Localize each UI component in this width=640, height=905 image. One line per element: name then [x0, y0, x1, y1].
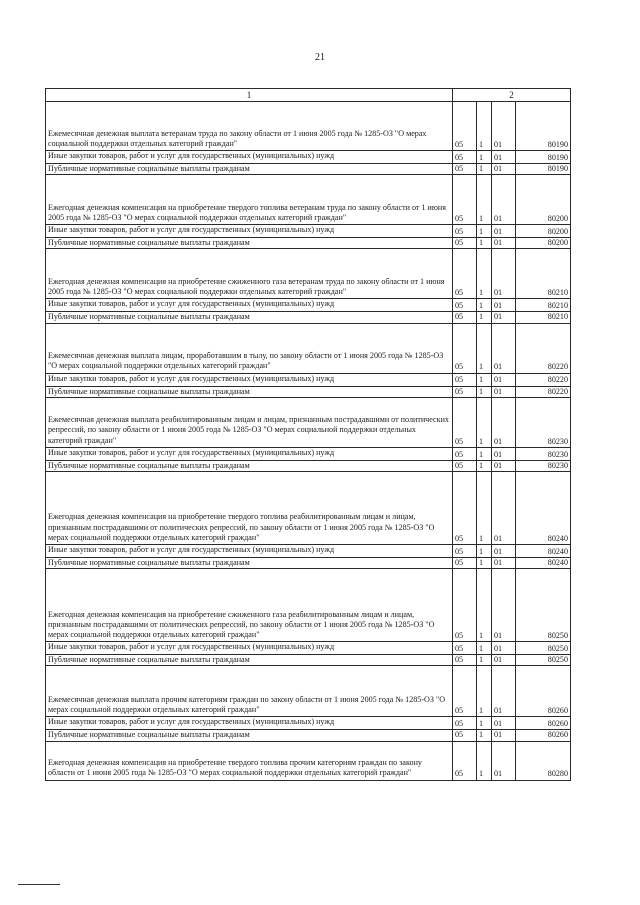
row-code: 80190	[516, 164, 571, 175]
row-code: 80200	[516, 238, 571, 249]
row-section: 05	[453, 386, 477, 397]
row-program: 1	[477, 545, 492, 558]
table-row	[46, 447, 571, 460]
row-section: 05	[453, 558, 477, 569]
table-row	[46, 386, 571, 397]
row-section: 05	[453, 460, 477, 471]
row-program: 1	[477, 238, 492, 249]
table-row	[46, 472, 571, 545]
row-code: 80250	[516, 655, 571, 666]
row-name: Публичные нормативные социальные выплаты гражданам	[46, 312, 453, 323]
row-program: 1	[477, 249, 492, 299]
table-row	[46, 238, 571, 249]
row-subprogram: 01	[492, 175, 516, 225]
row-program: 1	[477, 151, 492, 164]
header-col-1: 1	[46, 89, 453, 102]
row-subprogram: 01	[492, 225, 516, 238]
row-name: Публичные нормативные социальные выплаты гражданам	[46, 558, 453, 569]
row-subprogram: 01	[492, 238, 516, 249]
row-code: 80210	[516, 249, 571, 299]
row-subprogram: 01	[492, 666, 516, 717]
footnote-rule	[18, 884, 60, 885]
row-name: Иные закупки товаров, работ и услуг для государственных (муниципальных) нужд	[46, 151, 453, 164]
row-section: 05	[453, 164, 477, 175]
row-code: 80200	[516, 225, 571, 238]
row-name: Ежегодная денежная компенсация на приобретение сжиженного газа реабилитированным лицам и лицам, признанным пострадавшими от политических репрессий, по закону области от 1 июня 2005 года № 1285-ОЗ "О мерах социальной поддержки отдельных категорий граждан"	[46, 569, 453, 642]
row-code: 80200	[516, 175, 571, 225]
row-section: 05	[453, 545, 477, 558]
row-name: Иные закупки товаров, работ и услуг для государственных (муниципальных) нужд	[46, 373, 453, 386]
row-code: 80230	[516, 397, 571, 447]
row-name: Иные закупки товаров, работ и услуг для государственных (муниципальных) нужд	[46, 299, 453, 312]
row-name: Ежемесячная денежная выплата ветеранам труда по закону области от 1 июня 2005 года № 1285-ОЗ "О мерах социальной поддержки отдельных категорий граждан"	[46, 102, 453, 151]
row-code: 80230	[516, 447, 571, 460]
row-subprogram: 01	[492, 373, 516, 386]
row-program: 1	[477, 741, 492, 780]
table-row	[46, 151, 571, 164]
row-subprogram: 01	[492, 545, 516, 558]
row-name: Публичные нормативные социальные выплаты гражданам	[46, 386, 453, 397]
row-section: 05	[453, 151, 477, 164]
table-row	[46, 717, 571, 730]
table-row	[46, 175, 571, 225]
row-program: 1	[477, 373, 492, 386]
row-code: 80280	[516, 741, 571, 780]
row-section: 05	[453, 175, 477, 225]
row-name: Ежемесячная денежная выплата лицам, проработавшим в тылу, по закону области от 1 июня 2005 года № 1285-ОЗ "О мерах социальной поддержки отдельных категорий граждан"	[46, 323, 453, 373]
row-section: 05	[453, 472, 477, 545]
row-section: 05	[453, 225, 477, 238]
row-name: Иные закупки товаров, работ и услуг для государственных (муниципальных) нужд	[46, 642, 453, 655]
row-code: 80250	[516, 642, 571, 655]
row-program: 1	[477, 312, 492, 323]
row-name: Ежегодная денежная компенсация на приобретение твердого топлива прочим категориям граждан по закону области от 1 июня 2005 года № 1285-ОЗ "О мерах социальной поддержки отдельных категорий граждан"	[46, 741, 453, 780]
row-subprogram: 01	[492, 397, 516, 447]
row-name: Публичные нормативные социальные выплаты гражданам	[46, 460, 453, 471]
row-section: 05	[453, 102, 477, 151]
row-subprogram: 01	[492, 447, 516, 460]
table-row	[46, 164, 571, 175]
table-row	[46, 741, 571, 780]
row-section: 05	[453, 312, 477, 323]
row-code: 80190	[516, 102, 571, 151]
row-section: 05	[453, 299, 477, 312]
row-code: 80210	[516, 299, 571, 312]
budget-classification-table	[45, 88, 571, 781]
row-program: 1	[477, 225, 492, 238]
row-section: 05	[453, 447, 477, 460]
row-program: 1	[477, 299, 492, 312]
row-name: Ежегодная денежная компенсация на приобретение сжиженного газа ветеранам труда по закону области от 1 июня 2005 года № 1285-ОЗ "О мерах социальной поддержки отдельных категорий граждан"	[46, 249, 453, 299]
row-subprogram: 01	[492, 730, 516, 741]
row-section: 05	[453, 730, 477, 741]
row-name: Ежегодная денежная компенсация на приобретение твердого топлива ветеранам труда по закону области от 1 июня 2005 года № 1285-ОЗ "О мерах социальной поддержки отдельных категорий граждан"	[46, 175, 453, 225]
row-section: 05	[453, 323, 477, 373]
row-program: 1	[477, 472, 492, 545]
row-section: 05	[453, 642, 477, 655]
row-subprogram: 01	[492, 323, 516, 373]
row-name: Иные закупки товаров, работ и услуг для государственных (муниципальных) нужд	[46, 545, 453, 558]
row-subprogram: 01	[492, 299, 516, 312]
row-name: Иные закупки товаров, работ и услуг для государственных (муниципальных) нужд	[46, 225, 453, 238]
table-row	[46, 225, 571, 238]
row-name: Ежемесячная денежная выплата прочим категориям граждан по закону области от 1 июня 2005 года № 1285-ОЗ "О мерах социальной поддержки отдельных категорий граждан"	[46, 666, 453, 717]
row-code: 80230	[516, 460, 571, 471]
row-code: 80260	[516, 730, 571, 741]
row-subprogram: 01	[492, 741, 516, 780]
row-section: 05	[453, 569, 477, 642]
table-row	[46, 397, 571, 447]
table-row	[46, 569, 571, 642]
row-subprogram: 01	[492, 460, 516, 471]
row-subprogram: 01	[492, 472, 516, 545]
table-row	[46, 299, 571, 312]
table-row	[46, 655, 571, 666]
row-program: 1	[477, 569, 492, 642]
row-subprogram: 01	[492, 717, 516, 730]
row-code: 80240	[516, 545, 571, 558]
row-subprogram: 01	[492, 164, 516, 175]
row-subprogram: 01	[492, 386, 516, 397]
row-program: 1	[477, 323, 492, 373]
row-subprogram: 01	[492, 569, 516, 642]
row-program: 1	[477, 460, 492, 471]
row-subprogram: 01	[492, 151, 516, 164]
table-header-row	[46, 89, 571, 102]
row-code: 80210	[516, 312, 571, 323]
table-row	[46, 642, 571, 655]
table-row	[46, 323, 571, 373]
row-code: 80240	[516, 472, 571, 545]
row-subprogram: 01	[492, 642, 516, 655]
row-program: 1	[477, 558, 492, 569]
row-program: 1	[477, 730, 492, 741]
row-subprogram: 01	[492, 312, 516, 323]
row-section: 05	[453, 249, 477, 299]
row-subprogram: 01	[492, 655, 516, 666]
row-code: 80190	[516, 151, 571, 164]
row-name: Публичные нормативные социальные выплаты гражданам	[46, 655, 453, 666]
row-subprogram: 01	[492, 558, 516, 569]
table-row	[46, 373, 571, 386]
row-section: 05	[453, 373, 477, 386]
row-code: 80250	[516, 569, 571, 642]
row-program: 1	[477, 175, 492, 225]
row-section: 05	[453, 741, 477, 780]
row-program: 1	[477, 666, 492, 717]
table-row	[46, 545, 571, 558]
row-name: Ежегодная денежная компенсация на приобретение твердого топлива реабилитированным лицам и лицам, признанным пострадавшими от политических репрессий, по закону области от 1 июня 2005 года № 1285-ОЗ "О мерах социальной поддержки отдельных категорий граждан"	[46, 472, 453, 545]
row-program: 1	[477, 447, 492, 460]
row-program: 1	[477, 642, 492, 655]
page-number: 21	[315, 52, 325, 63]
table-row	[46, 249, 571, 299]
row-code: 80260	[516, 717, 571, 730]
row-name: Публичные нормативные социальные выплаты гражданам	[46, 730, 453, 741]
row-section: 05	[453, 238, 477, 249]
table-row	[46, 312, 571, 323]
table-row	[46, 730, 571, 741]
row-section: 05	[453, 655, 477, 666]
row-section: 05	[453, 397, 477, 447]
row-program: 1	[477, 386, 492, 397]
row-subprogram: 01	[492, 249, 516, 299]
row-name: Публичные нормативные социальные выплаты гражданам	[46, 238, 453, 249]
table-row	[46, 666, 571, 717]
row-code: 80260	[516, 666, 571, 717]
row-code: 80220	[516, 373, 571, 386]
row-name: Публичные нормативные социальные выплаты гражданам	[46, 164, 453, 175]
row-name: Иные закупки товаров, работ и услуг для государственных (муниципальных) нужд	[46, 717, 453, 730]
row-name: Ежемесячная денежная выплата реабилитированным лицам и лицам, признанным пострадавшими от политических репрессий, по закону области от 1 июня 2005 года № 1285-ОЗ "О мерах социальной поддержки отдельных категорий граждан"	[46, 397, 453, 447]
header-col-2: 2	[453, 89, 571, 102]
row-program: 1	[477, 102, 492, 151]
table-row	[46, 460, 571, 471]
row-code: 80220	[516, 323, 571, 373]
row-subprogram: 01	[492, 102, 516, 151]
row-program: 1	[477, 655, 492, 666]
row-program: 1	[477, 717, 492, 730]
row-program: 1	[477, 397, 492, 447]
table-row	[46, 102, 571, 151]
row-name: Иные закупки товаров, работ и услуг для государственных (муниципальных) нужд	[46, 447, 453, 460]
row-code: 80240	[516, 558, 571, 569]
row-section: 05	[453, 666, 477, 717]
row-code: 80220	[516, 386, 571, 397]
row-program: 1	[477, 164, 492, 175]
row-section: 05	[453, 717, 477, 730]
table-row	[46, 558, 571, 569]
